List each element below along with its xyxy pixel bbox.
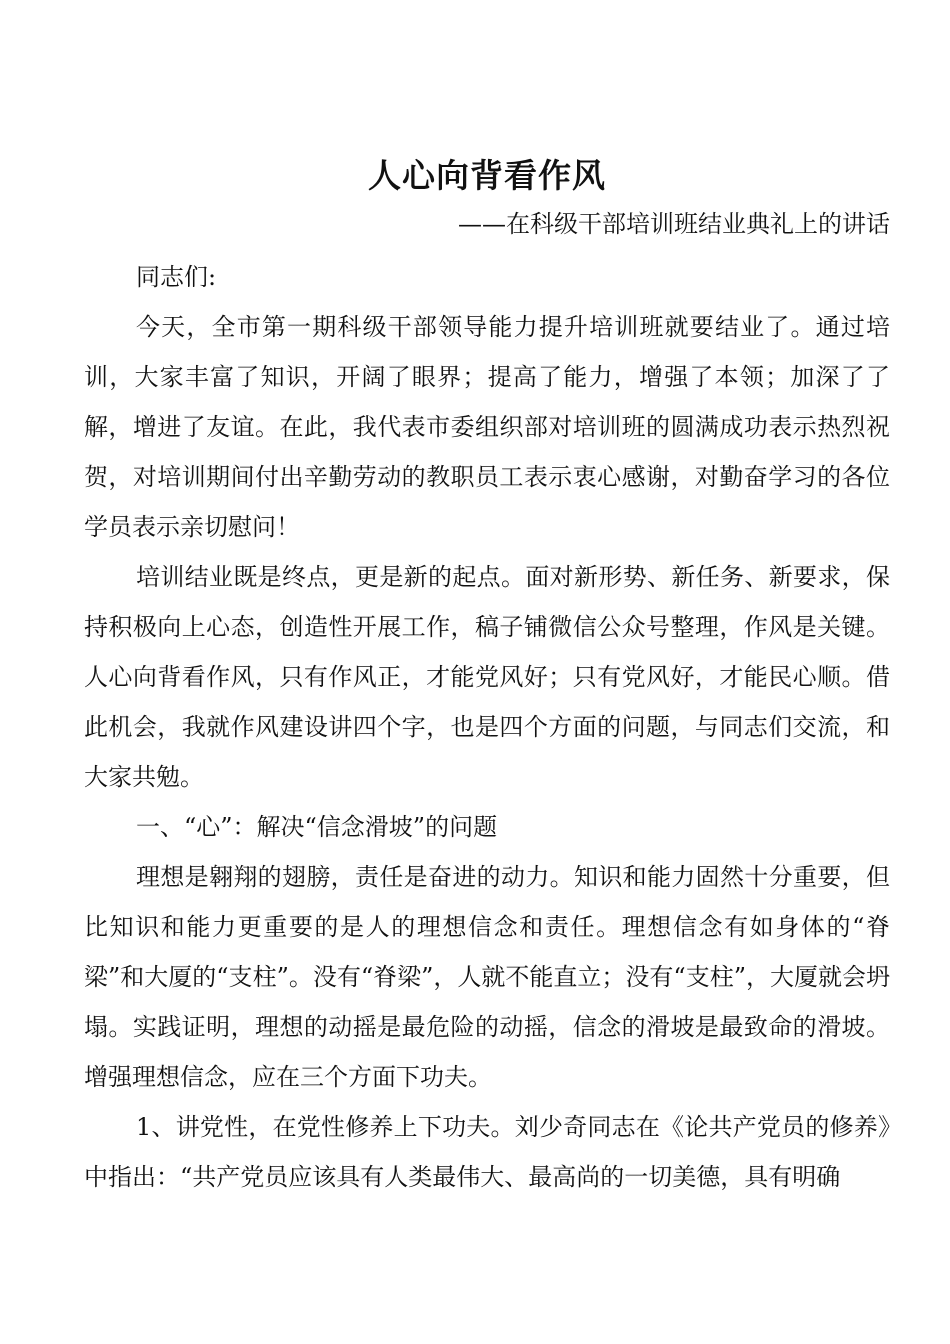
document-subtitle: ——在科级干部培训班结业典礼上的讲话 (458, 210, 890, 238)
paragraph-party-spirit: 1、讲党性，在党性修养上下功夫。刘少奇同志在《论共产党员的修养》中指出：“共产党员应该具有人类最伟大、最高尚的一切美德，具有明确 (84, 1113, 890, 1191)
section-heading-one: 一、“心”：解决“信念滑坡”的问题 (136, 813, 498, 841)
salutation: 同志们: (136, 263, 217, 291)
document-title: 人心向背看作风 (368, 156, 606, 195)
paragraph-introduction: 培训结业既是终点，更是新的起点。面对新形势、新任务、新要求，保持积极向上心态，创造性开展工作，稿子铺微信公众号整理，作风是关键。人心向背看作风，只有作风正，才能党风好；只有党风好，才能民心顺。借此机会，我就作风建设讲四个字，也是四个方面的问题，与同志们交流，和大家共勉。 (84, 563, 890, 791)
paragraph-opening: 今天，全市第一期科级干部领导能力提升培训班就要结业了。通过培训，大家丰富了知识，开阔了眼界；提高了能力，增强了本领；加深了了解，增进了友谊。在此，我代表市委组织部对培训班的圆满成功表示热烈祝贺，对培训期间付出辛勤劳动的教职员工表示衷心感谢，对勤奋学习的各位学员表示亲切慰问！ (84, 313, 890, 541)
document-page (84, 150, 890, 1202)
paragraph-ideals: 理想是翱翔的翅膀，责任是奋进的动力。知识和能力固然十分重要，但比知识和能力更重要的是人的理想信念和责任。理想信念有如身体的“脊梁”和大厦的“支柱”。没有“脊梁”，人就不能直立；没有“支柱”，大厦就会坍塌。实践证明，理想的动摇是最危险的动摇，信念的滑坡是最致命的滑坡。增强理想信念，应在三个方面下功夫。 (84, 863, 890, 1091)
